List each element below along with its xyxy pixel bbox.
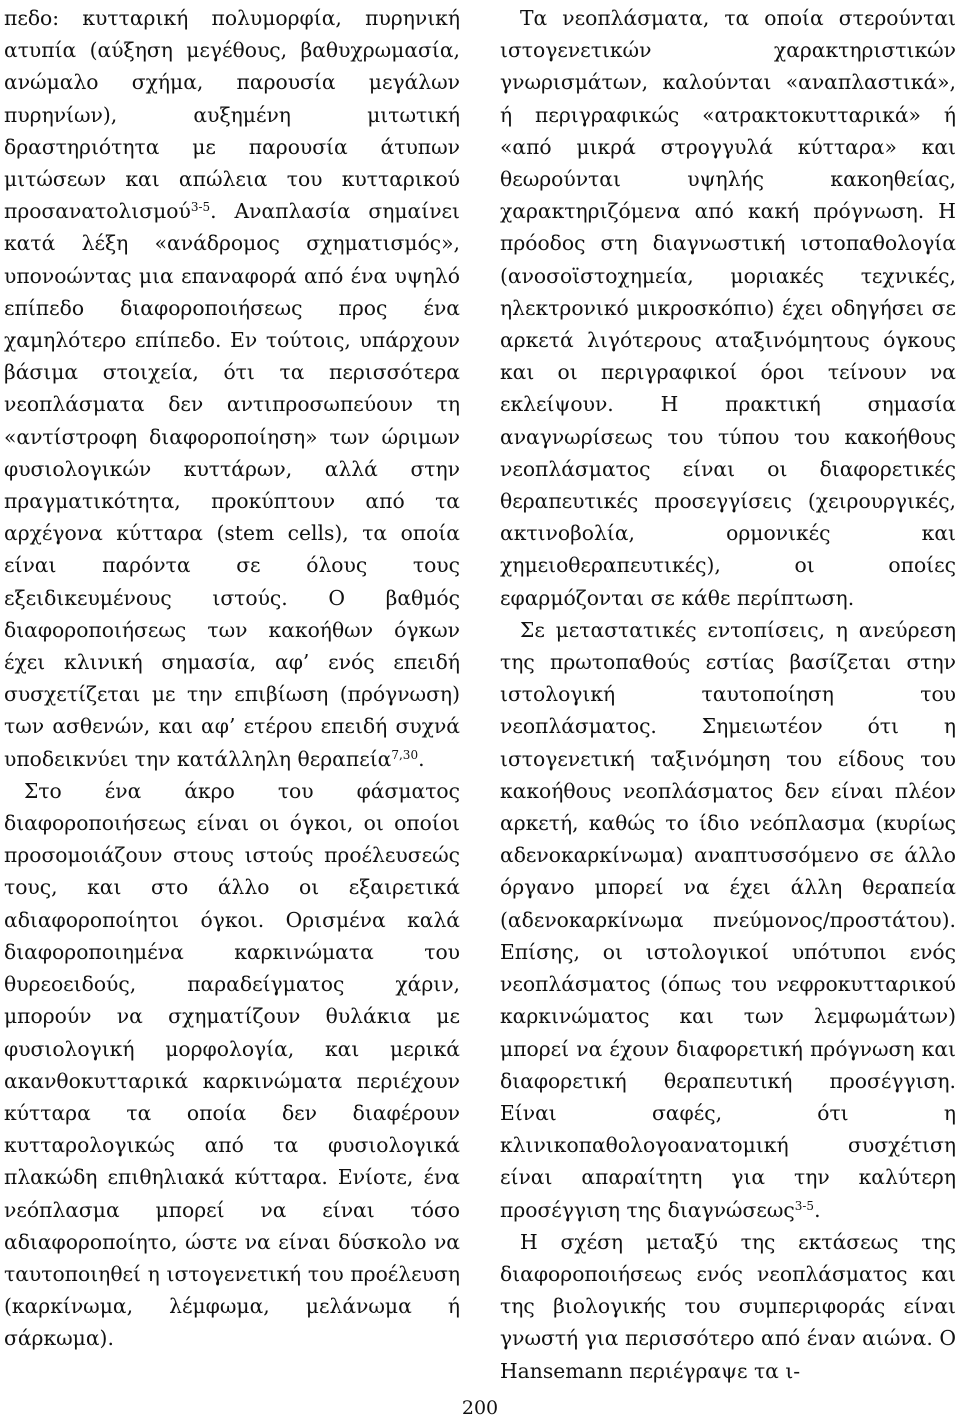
paragraph: Τα νεοπλάσματα, τα οποία στερούνται ιστογενετικών χαρακτηριστικών γνωρισμάτων, καλούνται «αναπλαστικά», ή περιγραφικώς «ατρακτοκυτταρικά» ή «από μικρά στρογγυλά κύτταρα» και θεωρούνται υψηλής κακοηθείας, χαρακτηριζόμενα από κακή πρόγνωση. Η πρόοδος στη διαγνωστική ιστοπαθολογία (ανοσοϊστοχημεία, μοριακές τεχνικές, ηλεκτρονικό μικροσκόπιο) έχει οδηγήσει σε αρκετά λιγότερους αταξινόμητους όγκους και οι περιγραφικοί όροι τείνουν να εκλείψουν. Η πρακτική σημασία αναγνωρίσεως του τύπου του κακοήθους νεοπλάσματος είναι οι διαφορετικές θεραπευτικές προσεγγίσεις (χειρουργικές, ακτινοβολία, ορμονικές και χημειοθεραπευτικές), οι οποίες εφαρμόζονται σε κάθε περίπτωση. xyxy=(500,6,956,610)
paragraph-text: . Αναπλασία σημαίνει κατά λέξη «ανάδρομος σχηματισμός», υπονοώντας μια επαναφορά από ένα υψηλό επίπεδο διαφοροποιήσεως προς ένα χαμηλότερο επίπεδο. Εν τούτοις, υπάρχουν βάσιμα στοιχεία, ότι τα περισσότερα νεοπλάσματα δεν αντιπροσωπεύουν τη «αντίστροφη διαφοροποίηση» των ώριμων φυσιολογικών κυττάρων, αλλά στην πραγματικότητα, προκύπτουν από τα αρχέγονα κύτταρα (stem cells), τα οποία είναι παρόντα σε όλους τους εξειδικευμένους ιστούς. Ο βαθμός διαφοροποιήσεως των κακοήθων όγκων έχει κλινική σημασία, αφ’ ενός επειδή συσχετίζεται με την επιβίωση (πρόγνωση) των ασθενών, και αφ’ ετέρου επειδή συχνά υποδεικνύει την κατάλληλη θεραπεία xyxy=(4,199,460,771)
paragraph: Η σχέση μεταξύ της εκτάσεως της διαφοροποιήσεως ενός νεοπλάσματος και της βιολογικής του συμπεριφοράς είναι γνωστή για περισσότερο από έναν αιώνα. Ο Hansemann περιέγραψε τα ι- xyxy=(500,1229,956,1383)
paragraph-text: . xyxy=(814,1197,821,1222)
citation-superscript: 7,30 xyxy=(391,747,419,762)
citation-superscript: 3-5 xyxy=(794,1198,815,1213)
paragraph-text: . xyxy=(418,746,425,771)
paragraph xyxy=(500,614,956,1226)
paragraph-text: Σε μεταστατικές εντοπίσεις, η ανεύρεση της πρωτοπαθούς εστίας βασίζεται στην ιστολογική ταυτοποίηση του νεοπλάσματος. Σημειωτέον ότι η ιστογενετική ταξινόμηση του είδους του κακοήθους νεοπλάσματος δεν είναι πλέον αρκετή, καθώς το ίδιο νεόπλασμα (κυρίως αδενοκαρκίνωμα) αναπτυσσόμενο σε άλλο όργανο μπορεί να έχει άλλη θεραπεία (αδενοκαρκίνωμα πνεύμονος/προστάτου). Επίσης, οι ιστολογικοί υπότυποι ενός νεοπλάσματος (όπως του νεφροκυτταρικού καρκινώματος και των λεμφωμάτων) μπορεί να έχουν διαφορετική πρόγνωση και διαφορετική θεραπευτική προσέγγιση. Είναι σαφές, ότι η κλινικοπαθολογοανατομική συσχέτιση είναι απαραίτητη για την καλύτερη προσέγγιση της διαγνώσεως xyxy=(500,617,956,1222)
paragraph: Στο ένα άκρο του φάσματος διαφοροποιήσεως είναι οι όγκοι, οι οποίοι προσομοιάζουν στους ιστούς προέλευσεώς τους, και στο άλλο οι εξαιρετικά αδιαφοροποίητοι όγκοι. Ορισμένα καλά διαφοροποιημένα καρκινώματα του θυρεοειδούς, παραδείγματος χάριν, μπορούν να σχηματίζουν θυλάκια με φυσιολογική μορφολογία, και μερικά ακανθοκυτταρικά καρκινώματα περιέχουν κύτταρα τα οποία δεν διαφέρουν κυτταρολογικώς από τα φυσιολογικά πλακώδη επιθηλιακά κύτταρα. Ενίοτε, ένα νεόπλασμα μπορεί να είναι τόσο αδιαφοροποίητο, ώστε να είναι δύσκολο να ταυτοποιηθεί η ιστογενετική του προέλευση (καρκίνωμα, λέμφωμα, μελάνωμα ή σάρκωμα). xyxy=(4,778,460,1351)
left-column xyxy=(4,2,460,1355)
paragraph-text: πεδο: κυτταρική πολυμορφία, πυρηνική ατυπία (αύξηση μεγέθους, βαθυχρωμασία, ανώμαλο σχήμα, παρουσία μεγάλων πυρηνίων), αυξημένη μιτωτική δραστηριότητα με παρουσία άτυπων μιτώσεων και απώλεια του κυτταρικού προσανατολισμού xyxy=(4,6,460,224)
right-column xyxy=(500,2,956,1387)
page-number: 200 xyxy=(461,1397,499,1419)
paragraph xyxy=(4,2,460,775)
citation-superscript: 3-5 xyxy=(190,200,211,215)
